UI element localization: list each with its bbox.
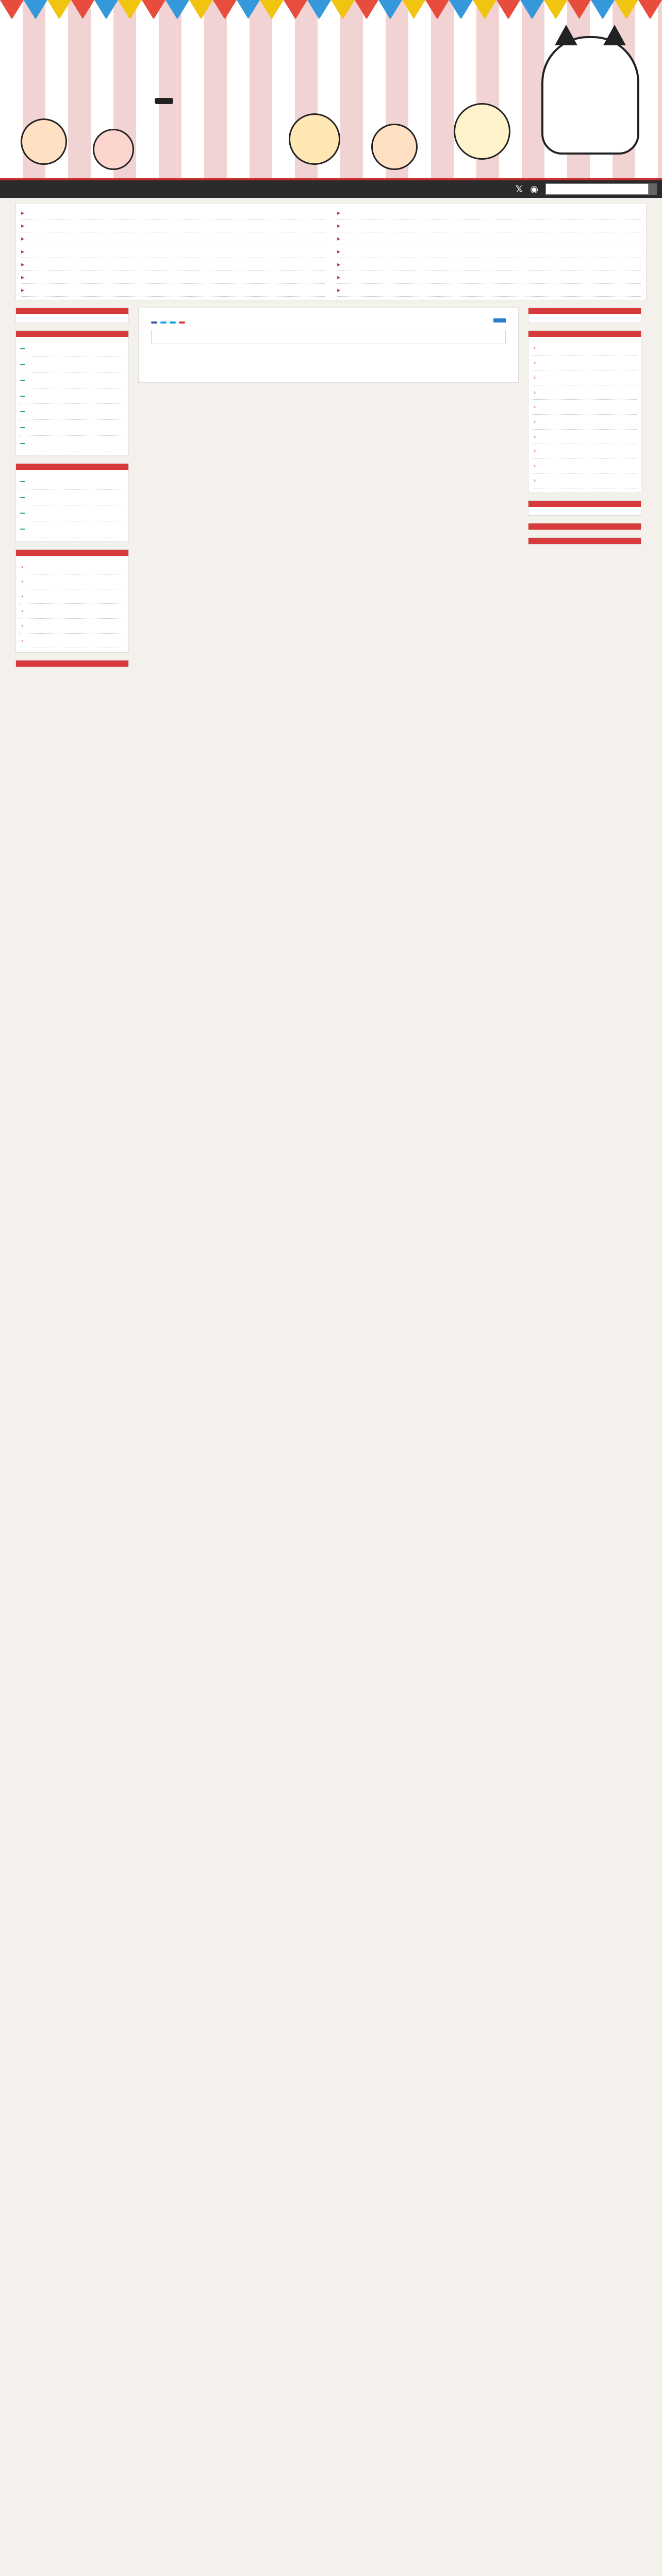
headline-link[interactable] <box>337 258 641 271</box>
headline-link[interactable] <box>337 245 641 258</box>
ranking-item[interactable] <box>20 341 124 357</box>
headline-link[interactable] <box>337 207 641 219</box>
left-sidebar <box>15 308 129 674</box>
categories-widget <box>528 500 641 516</box>
antenna-widget <box>15 549 129 653</box>
headline-link[interactable] <box>337 219 641 232</box>
ranking-tag <box>20 497 25 498</box>
ranking-tag <box>20 411 25 412</box>
character-illustration <box>289 113 340 165</box>
ranking-item[interactable] <box>20 372 124 388</box>
antenna-link[interactable] <box>20 634 124 649</box>
intro-widget <box>15 308 129 323</box>
ranking-tag <box>20 380 25 381</box>
ranking-item[interactable] <box>20 436 124 452</box>
headline-link[interactable] <box>337 284 641 297</box>
widget-title <box>16 331 128 337</box>
headline-list <box>15 203 647 300</box>
right-sidebar <box>528 308 641 552</box>
widget-title <box>528 331 641 337</box>
ranking-item[interactable] <box>20 420 124 436</box>
headline-link[interactable] <box>21 258 325 271</box>
headline-link[interactable] <box>21 232 325 245</box>
bunting-decoration <box>0 0 662 25</box>
ranking-tag <box>20 513 25 514</box>
main-navigation <box>0 180 662 198</box>
profile-text <box>528 314 641 323</box>
search-button[interactable] <box>649 183 657 195</box>
share-buttons <box>151 321 506 324</box>
antenna-link[interactable] <box>20 560 124 575</box>
ranking-tag <box>20 481 25 482</box>
antenna-link[interactable] <box>20 589 124 604</box>
headline-link[interactable] <box>337 232 641 245</box>
recommend-link[interactable] <box>533 400 637 415</box>
widget-title <box>528 308 641 314</box>
hatena-bookmark-button[interactable] <box>170 321 176 324</box>
ranking-item[interactable] <box>20 521 124 537</box>
headline-link[interactable] <box>21 207 325 219</box>
ranking-item[interactable] <box>20 490 124 506</box>
headline-link[interactable] <box>337 271 641 284</box>
widget-title[interactable] <box>16 660 128 667</box>
character-illustration <box>454 103 510 160</box>
widget-title <box>528 501 641 507</box>
tweet-button[interactable] <box>160 321 167 324</box>
headline-link[interactable] <box>21 271 325 284</box>
ranking-tag <box>20 529 25 530</box>
headline-link[interactable] <box>21 245 325 258</box>
site-header <box>0 0 662 180</box>
rss-icon[interactable]: ◉ <box>530 183 538 195</box>
recommend-link[interactable] <box>533 341 637 356</box>
recommend-link[interactable] <box>533 473 637 488</box>
character-illustration <box>93 129 134 170</box>
ranking-tag <box>20 427 25 428</box>
ranking-item[interactable] <box>20 474 124 490</box>
ranking-item[interactable] <box>20 357 124 373</box>
recommend-link[interactable] <box>533 370 637 385</box>
facebook-share-button[interactable] <box>151 321 157 324</box>
widget-title <box>16 464 128 470</box>
recommend-link[interactable] <box>533 356 637 371</box>
ranking-tag <box>20 348 25 349</box>
character-illustration <box>371 124 418 170</box>
antenna-link[interactable] <box>20 574 124 589</box>
headline-link[interactable] <box>21 219 325 232</box>
ranking-widget <box>15 330 129 456</box>
site-url <box>155 98 173 104</box>
archive-widget <box>528 523 641 530</box>
ranking-item[interactable] <box>20 505 124 521</box>
pocket-button[interactable] <box>179 321 185 324</box>
x-icon[interactable]: 𝕏 <box>515 183 523 195</box>
antenna-link[interactable] <box>20 604 124 619</box>
ranking-tag <box>20 364 25 365</box>
article-column <box>138 308 519 383</box>
contact-widget <box>15 660 129 667</box>
antenna-link[interactable] <box>20 619 124 634</box>
category-ribbon[interactable] <box>493 318 506 323</box>
recommend-widget <box>528 330 641 493</box>
widget-title <box>16 550 128 556</box>
recommend-link[interactable] <box>533 444 637 459</box>
ranking-item[interactable] <box>20 404 124 420</box>
weekly-ranking-widget <box>15 463 129 541</box>
search-input[interactable] <box>545 183 649 195</box>
character-illustration <box>21 118 67 165</box>
cat-mascot <box>541 36 639 155</box>
widget-title <box>528 538 641 544</box>
popular-widget <box>528 537 641 545</box>
recommend-link[interactable] <box>533 385 637 400</box>
widget-title <box>16 308 128 314</box>
search-form <box>545 183 657 195</box>
recommend-link[interactable] <box>533 459 637 474</box>
recommend-link[interactable] <box>533 430 637 445</box>
ranking-tag <box>20 396 25 397</box>
related-articles <box>151 330 506 344</box>
intro-text <box>16 314 128 323</box>
profile-widget <box>528 308 641 323</box>
ranking-item[interactable] <box>20 388 124 404</box>
ranking-tag <box>20 443 25 444</box>
headline-link[interactable] <box>21 284 325 297</box>
recommend-link[interactable] <box>533 415 637 430</box>
widget-title <box>528 523 641 530</box>
